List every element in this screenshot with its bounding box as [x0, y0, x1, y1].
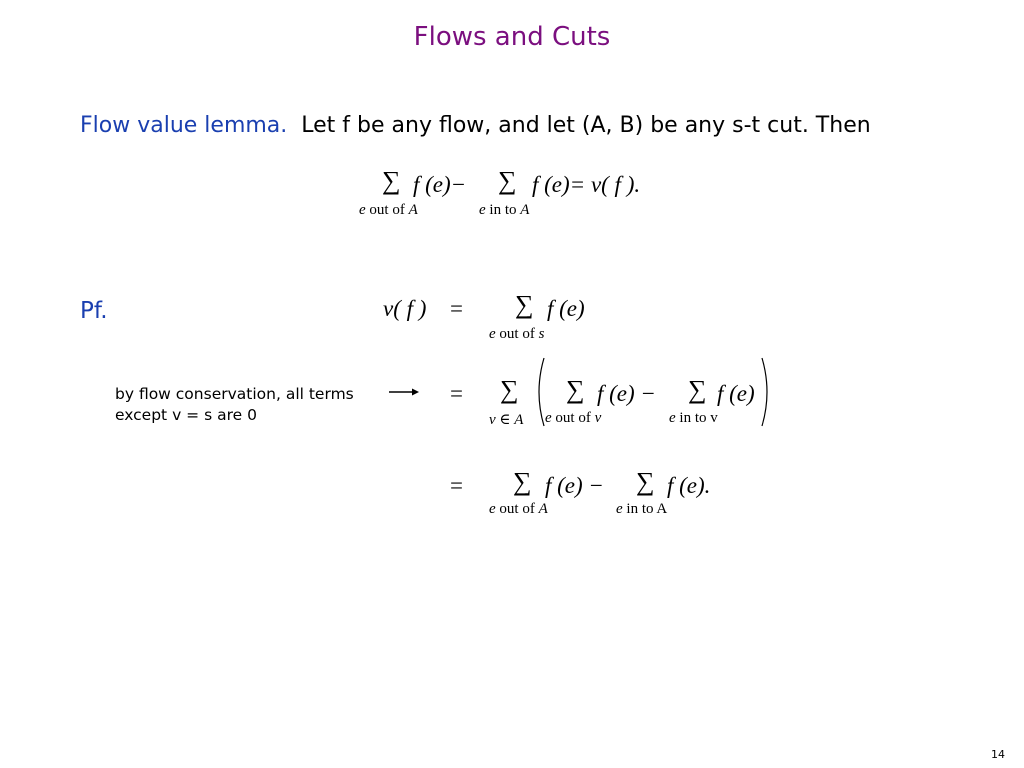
proof-lhs: v( f ) [383, 296, 427, 321]
equals-sign: = [450, 296, 463, 321]
sum-symbol: ∑ [498, 166, 517, 195]
equals-sign: = [450, 381, 463, 406]
lemma-text: Let f be any flow, and let (A, B) be any s-t cut. Then [301, 113, 871, 138]
proof-line1-sub: e out of s [489, 326, 545, 342]
sum-symbol: ∑ [513, 467, 532, 496]
note-line-1: by flow conservation, all terms [115, 385, 354, 403]
slide-title: Flows and Cuts [413, 22, 611, 52]
proof-label: Pf. [80, 298, 108, 324]
sum-symbol: ∑ [566, 375, 585, 404]
proof-line2-term-1: f (e) − [597, 381, 656, 406]
right-paren-large-icon [760, 356, 774, 428]
sum-symbol: ∑ [500, 375, 519, 404]
sum-symbol: ∑ [515, 290, 534, 319]
proof-line2-sub-1: e out of v [545, 410, 602, 426]
left-paren-large-icon [532, 356, 546, 428]
proof-line3-term-1: f (e) − [545, 473, 604, 498]
right-arrow-icon [388, 385, 420, 399]
proof-line1-term: f (e) [547, 296, 585, 321]
note-line-2: except v = s are 0 [115, 406, 257, 424]
sum-symbol: ∑ [382, 166, 401, 195]
equals-sign: = [450, 473, 463, 498]
lemma-label: Flow value lemma. [80, 113, 288, 138]
proof-line2-outer-sub: v ∈ A [489, 412, 524, 428]
proof-line3-term-2: f (e). [667, 473, 711, 498]
lemma-sub-1: e out of A [359, 202, 418, 218]
lemma-term-1: f (e)− [413, 172, 467, 197]
lemma-term-2: f (e)= v( f ). [532, 172, 641, 197]
lemma-statement [80, 113, 871, 138]
proof-line2-term-2: f (e) [717, 381, 755, 406]
lemma-sub-2: e in to A [479, 202, 530, 218]
page-number: 14 [991, 748, 1005, 761]
proof-line3-sub-2: e in to A [616, 501, 668, 517]
proof-line2-sub-2: e in to v [669, 410, 718, 426]
proof-line3-sub-1: e out of A [489, 501, 548, 517]
sum-symbol: ∑ [636, 467, 655, 496]
sum-symbol: ∑ [688, 375, 707, 404]
conservation-note [115, 384, 354, 426]
